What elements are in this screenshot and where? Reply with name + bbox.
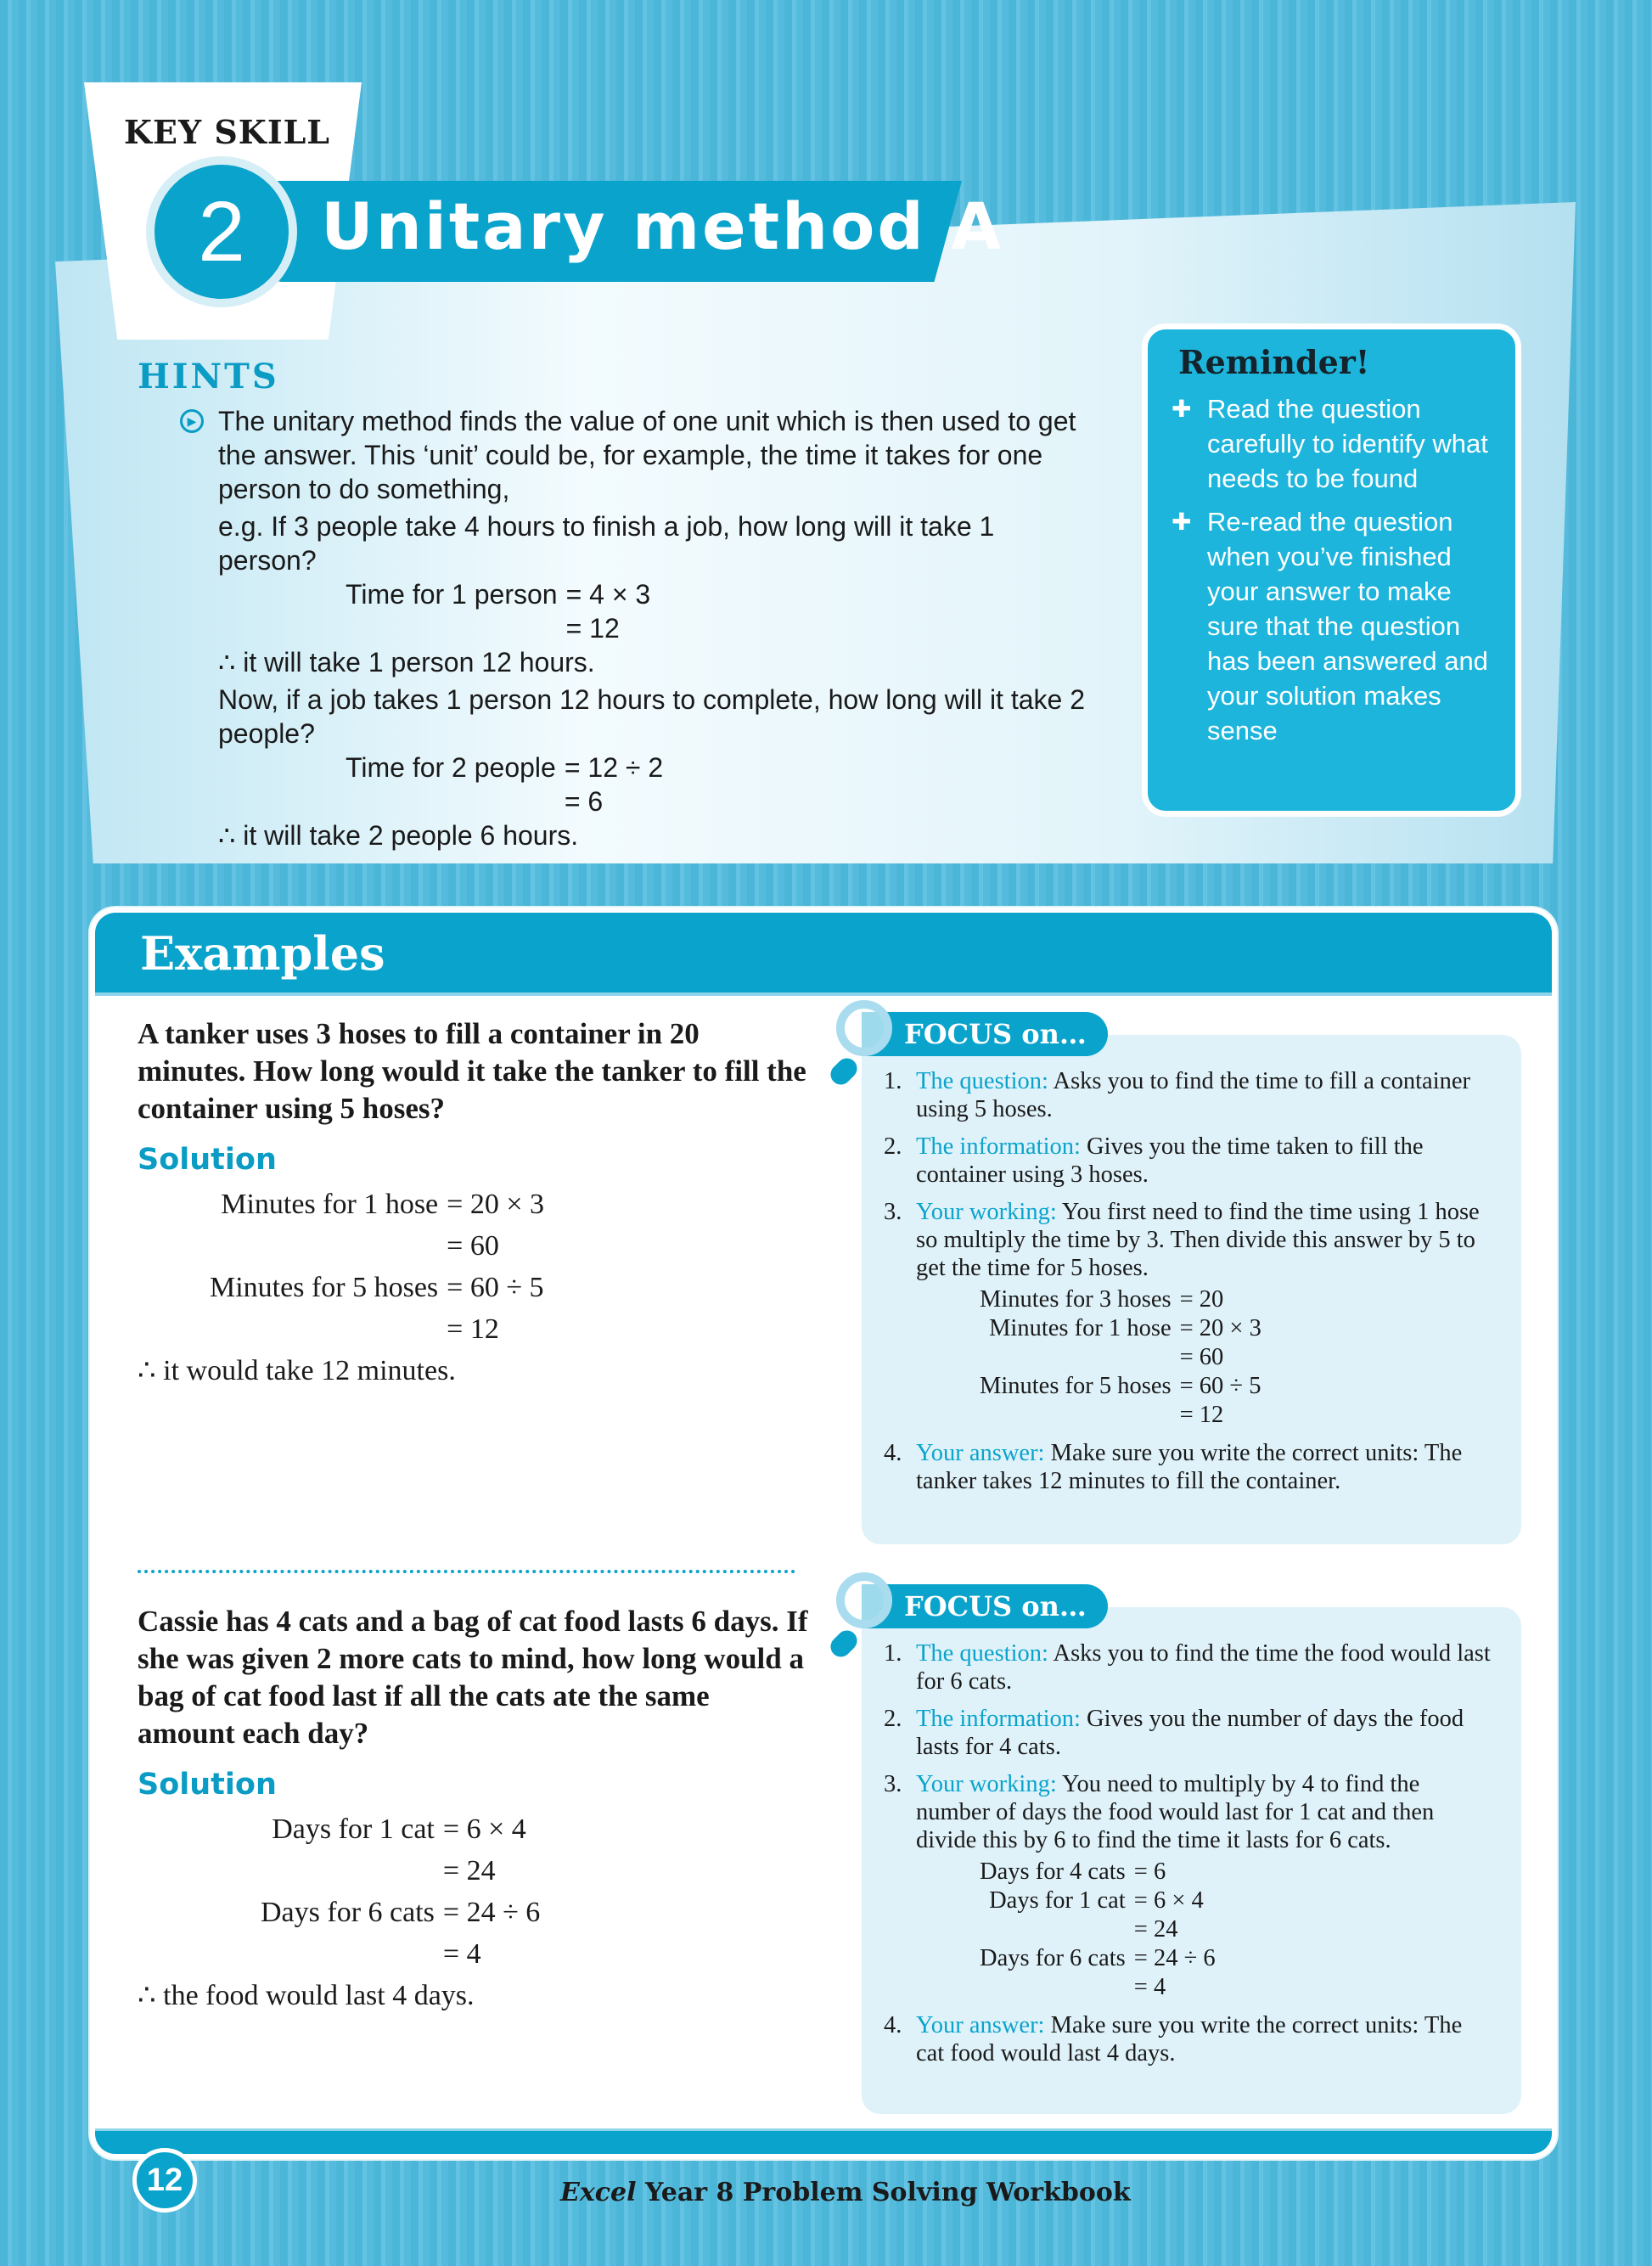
item-number: 1. [884, 1068, 902, 1094]
item-key: The question: [916, 1068, 1048, 1094]
item-key: Your working: [916, 1771, 1057, 1797]
item-number: 2. [884, 1706, 902, 1732]
math-value: = 24 ÷ 6 [442, 1897, 541, 1928]
math-value: = 12 [447, 1313, 499, 1345]
math-value: = 60 [447, 1230, 499, 1262]
math-label: Days for 1 cat [989, 1887, 1126, 1914]
math-value: = 24 ÷ 6 [1133, 1945, 1216, 1971]
math-label: Days for 1 cat [272, 1813, 435, 1845]
math-value: = 4 [442, 1938, 481, 1970]
math-label: Time for 2 people [346, 752, 556, 783]
math-label [261, 1850, 435, 1892]
math-value: = 6 [564, 786, 604, 817]
play-circle-icon: ▶ [180, 409, 204, 433]
math-label [980, 1401, 1172, 1430]
hint-text: The unitary method finds the value of one unit which is then used to get the answer. This ‘unit’ could be, for example, the time it takes for one person to do something, [218, 406, 1076, 504]
hint-math [346, 577, 1093, 645]
magnifier-icon [836, 1572, 892, 1628]
reminder-box [1142, 323, 1521, 817]
math-value: = 60 [1179, 1344, 1224, 1370]
focus-title: FOCUS on… [862, 1012, 1108, 1056]
math-value: = 6 × 4 [442, 1813, 526, 1845]
footer-brand: Excel [560, 2178, 637, 2207]
example-question: Cassie has 4 cats and a bag of cat food lasts 6 days. If she was given 2 more cats to mind, how long would a bag of cat food last if all the cats ate the same amount each day? [138, 1605, 808, 1750]
item-number: 1. [884, 1640, 902, 1667]
bullet-icon: ✚ [1172, 396, 1192, 422]
hint-math [346, 751, 1093, 818]
page-title: Unitary method A [321, 188, 1004, 264]
reminder-text: Read the question carefully to identify what needs to be found [1207, 394, 1488, 493]
math-label [980, 1915, 1126, 1944]
item-text: Make sure you write the correct units: The tanker takes 12 minutes to fill the container. [916, 1440, 1463, 1494]
math-label [346, 784, 556, 818]
focus-item [884, 1439, 1496, 1495]
math-value: = 6 × 4 [1133, 1887, 1204, 1914]
math-value: = 4 × 3 [565, 579, 651, 610]
hint-conclusion: ∴ it will take 1 person 12 hours. [218, 647, 595, 678]
focus-math [980, 1285, 1496, 1430]
math-label: Minutes for 5 hoses [980, 1373, 1172, 1399]
hints-heading: HINTS [138, 357, 279, 396]
focus-title: FOCUS on… [862, 1584, 1108, 1628]
footer-title [560, 2178, 1131, 2207]
item-key: Your answer: [916, 1440, 1045, 1466]
item-key: The question: [916, 1640, 1048, 1667]
math-value: = 20 [1179, 1286, 1224, 1313]
math-label: Minutes for 1 hose [221, 1189, 439, 1220]
math-label: Days for 6 cats [261, 1897, 435, 1928]
math-value: = 20 × 3 [1179, 1315, 1261, 1341]
focus-badge-2 [836, 1584, 1108, 1628]
item-key: Your working: [916, 1199, 1057, 1225]
focus-box-1 [862, 1035, 1521, 1544]
math-value: = 12 ÷ 2 [564, 752, 664, 783]
math-label [210, 1308, 438, 1350]
hint-text: Now, if a job takes 1 person 12 hours to complete, how long will it take 2 people? [218, 684, 1085, 749]
item-text: You first need to find the time using 1 hose so multiply the time by 3. Then divide this answer by 5 to get the time for 5 hoses. [916, 1199, 1480, 1281]
solution-math [261, 1808, 808, 1975]
examples-header [95, 913, 1552, 996]
math-value: = 24 [442, 1855, 496, 1886]
math-value: = 12 [565, 613, 620, 644]
skill-number: 2 [146, 156, 297, 307]
math-value: = 6 [1133, 1858, 1166, 1885]
examples-title: Examples [140, 926, 385, 981]
divider [138, 1570, 795, 1573]
solution-heading: Solution [138, 1768, 277, 1802]
footer-text: Year 8 Problem Solving Workbook [636, 2178, 1131, 2207]
math-label: Minutes for 1 hose [989, 1315, 1172, 1341]
solution-math [210, 1184, 808, 1350]
focus-item [884, 1705, 1496, 1761]
example-question: A tanker uses 3 hoses to fill a container in 20 minutes. How long would it take the tanker to fill the container using 5 hoses? [138, 1017, 806, 1125]
math-label: Minutes for 3 hoses [980, 1286, 1172, 1313]
magnifier-icon [836, 1000, 892, 1056]
solution-conclusion: ∴ it would take 12 minutes. [138, 1355, 456, 1386]
hints-body [187, 404, 1093, 852]
bullet-icon: ✚ [1172, 509, 1192, 535]
solution-conclusion: ∴ the food would last 4 days. [138, 1980, 475, 2011]
item-number: 3. [884, 1199, 902, 1225]
focus-item [884, 1770, 1496, 2002]
example-1 [138, 1015, 808, 1392]
item-text: You need to multiply by 4 to find the number of days the food would last for 1 cat and then divide this by 6 to find the time it lasts for 6 cats. [916, 1771, 1435, 1853]
item-number: 4. [884, 1440, 902, 1466]
key-skill-label: KEY SKILL [124, 113, 331, 151]
math-value: = 60 ÷ 5 [447, 1272, 544, 1303]
focus-math [980, 1858, 1496, 2002]
reminder-item [1165, 391, 1498, 496]
math-label [210, 1225, 438, 1267]
page-number: 12 [132, 2148, 197, 2213]
item-key: Your answer: [916, 2012, 1045, 2038]
math-label: Days for 4 cats [980, 1858, 1126, 1885]
math-value: = 12 [1179, 1402, 1224, 1428]
item-text: Gives you the number of days the food lasts for 4 cats. [916, 1706, 1464, 1760]
item-key: The information: [916, 1706, 1081, 1732]
reminder-item [1165, 504, 1498, 748]
solution-heading: Solution [138, 1143, 277, 1177]
math-label: Minutes for 5 hoses [210, 1272, 439, 1303]
math-label [346, 611, 558, 645]
reminder-title: Reminder! [1178, 343, 1370, 381]
item-number: 4. [884, 2012, 902, 2038]
focus-item [884, 2011, 1496, 2067]
math-value: = 4 [1133, 1974, 1166, 2000]
math-value: = 60 ÷ 5 [1179, 1373, 1261, 1399]
math-label [980, 1973, 1126, 2002]
focus-badge-1 [836, 1012, 1108, 1056]
item-text: Asks you to find the time to fill a container using 5 hoses. [916, 1068, 1471, 1122]
math-label [980, 1343, 1172, 1372]
focus-item [884, 1639, 1496, 1695]
math-label [261, 1933, 435, 1975]
reminder-text: Re-read the question when you’ve finished your answer to make sure that the question has been answered and your solution makes sense [1207, 507, 1488, 745]
focus-item [884, 1067, 1496, 1123]
item-text: Make sure you write the correct units: The cat food would last 4 days. [916, 2012, 1463, 2066]
hint-text: e.g. If 3 people take 4 hours to finish a job, how long will it take 1 person? [218, 511, 995, 576]
hint-conclusion: ∴ it will take 2 people 6 hours. [218, 820, 579, 851]
math-value: = 20 × 3 [447, 1189, 545, 1220]
focus-box-2 [862, 1607, 1521, 2114]
item-text: Asks you to find the time the food would last for 6 cats. [916, 1640, 1491, 1695]
focus-item [884, 1198, 1496, 1430]
item-number: 3. [884, 1771, 902, 1797]
math-label: Days for 6 cats [980, 1945, 1126, 1971]
item-key: The information: [916, 1133, 1081, 1160]
example-2 [138, 1603, 808, 2016]
math-value: = 24 [1133, 1916, 1178, 1943]
item-number: 2. [884, 1133, 902, 1160]
focus-item [884, 1133, 1496, 1189]
math-label: Time for 1 person [346, 579, 558, 610]
item-text: Gives you the time taken to fill the container using 3 hoses. [916, 1133, 1424, 1188]
bottom-bar [95, 2128, 1552, 2154]
